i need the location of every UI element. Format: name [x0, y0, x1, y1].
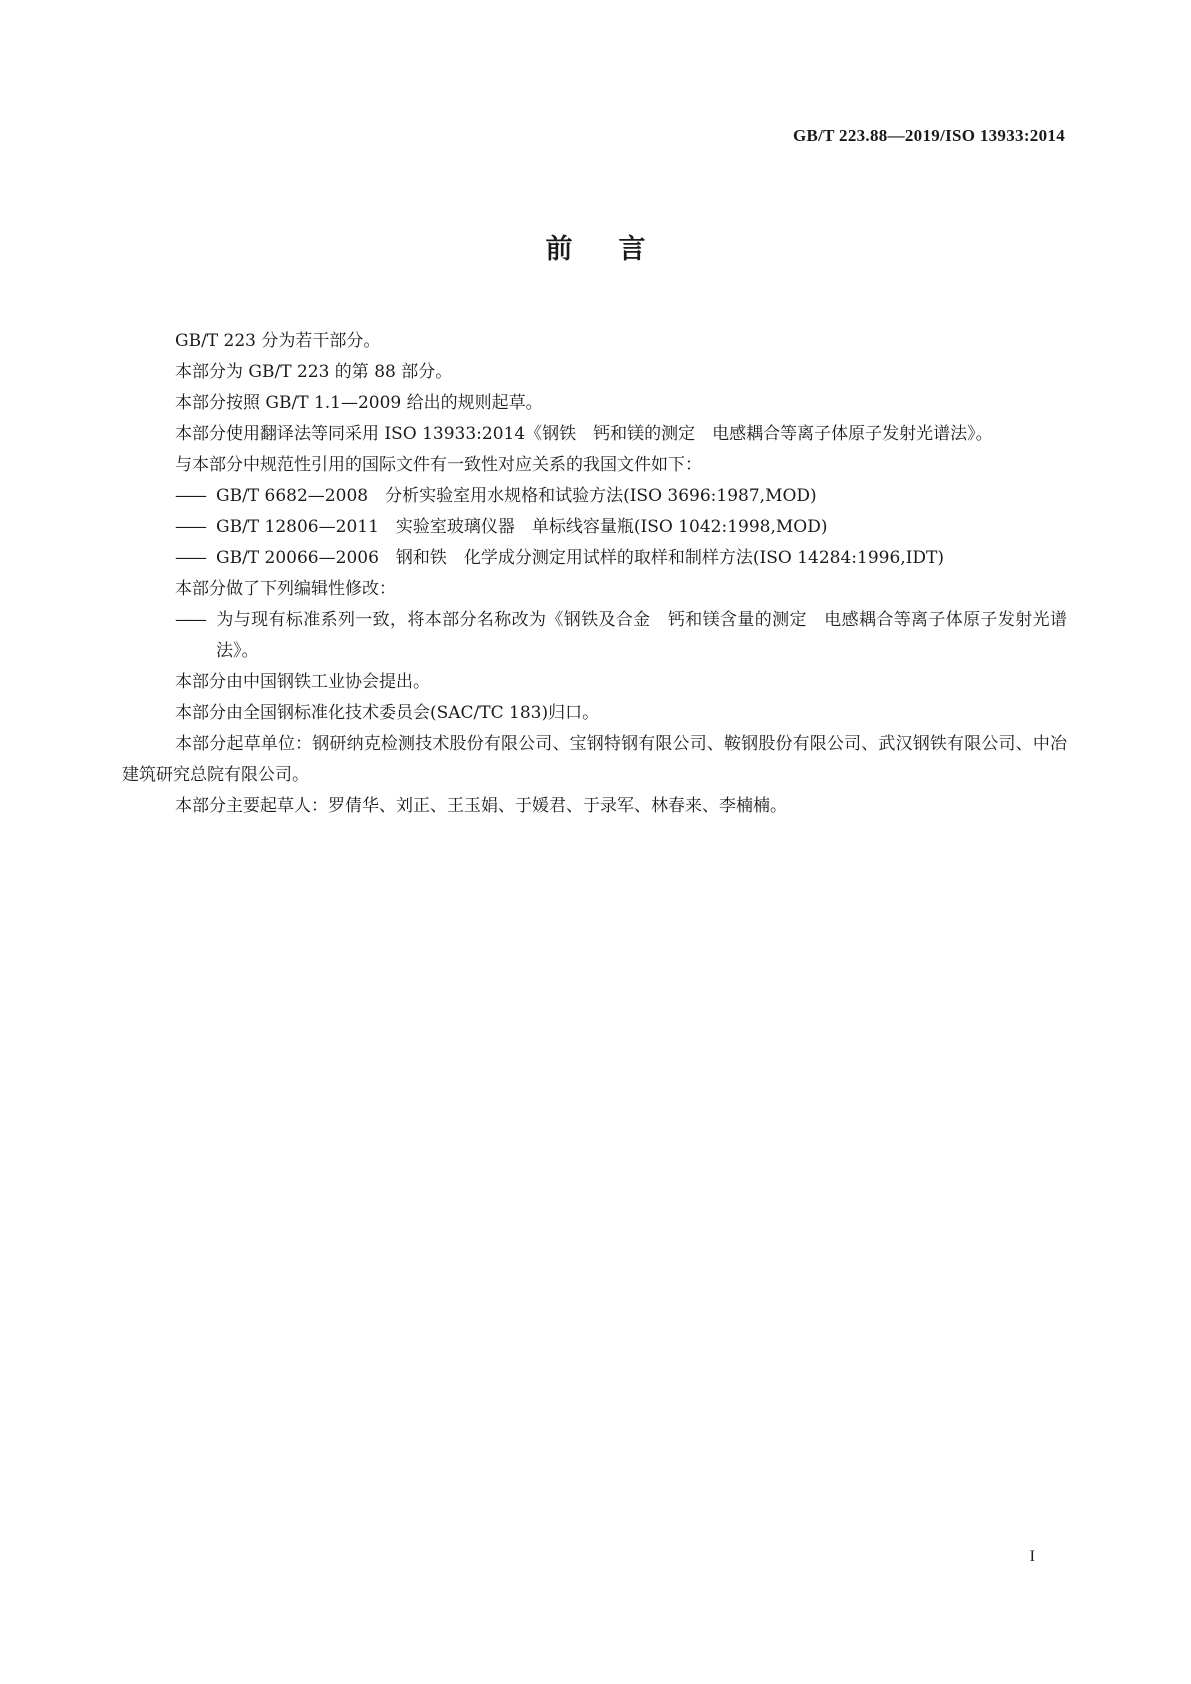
paragraph: 本部分由中国钢铁工业协会提出。	[175, 672, 430, 692]
reference-item	[122, 543, 1067, 574]
dash-marker: ——	[175, 610, 205, 630]
reference-text: GB/T 6682—2008 分析实验室用水规格和试验方法(ISO 3696:1987,MOD)	[216, 486, 817, 506]
standard-code: GB/T 223.88—2019/ISO 13933:2014	[792, 126, 1065, 145]
paragraph: 本部分起草单位：钢研纳克检测技术股份有限公司、宝钢特钢有限公司、鞍钢股份有限公司、武汉钢铁有限公司、中冶建筑研究总院有限公司。	[122, 734, 1067, 785]
paragraph: 本部分按照 GB/T 1.1—2009 给出的规则起草。	[175, 393, 543, 413]
paragraph: 与本部分中规范性引用的国际文件有一致性对应关系的我国文件如下：	[175, 455, 702, 475]
paragraph: 本部分做了下列编辑性修改：	[175, 579, 396, 599]
page-number: I	[1029, 1548, 1035, 1565]
reference-text: GB/T 20066—2006 钢和铁 化学成分测定用试样的取样和制样方法(ISO 14284:1996,IDT)	[216, 548, 945, 568]
edit-text: 为与现有标准系列一致，将本部分名称改为《钢铁及合金 钙和镁含量的测定 电感耦合等离子体原子发射光谱法》。	[216, 610, 1067, 661]
reference-item	[122, 512, 1067, 543]
dash-marker: ——	[175, 548, 205, 568]
dash-marker: ——	[175, 517, 205, 537]
dash-marker: ——	[175, 486, 205, 506]
edit-item	[122, 605, 1067, 667]
paragraph: 本部分主要起草人：罗倩华、刘正、王玉娟、于媛君、于录军、林春来、李楠楠。	[175, 796, 787, 816]
paragraph: 本部分使用翻译法等同采用 ISO 13933:2014《钢铁 钙和镁的测定 电感耦合等离子体原子发射光谱法》。	[175, 424, 993, 444]
paragraph: GB/T 223 分为若干部分。	[175, 331, 381, 351]
paragraph: 本部分由全国钢标准化技术委员会(SAC/TC 183)归口。	[175, 703, 600, 723]
paragraph: 本部分为 GB/T 223 的第 88 部分。	[175, 362, 453, 382]
foreword-body	[122, 326, 1067, 822]
page-title: 前言	[545, 234, 692, 265]
reference-text: GB/T 12806—2011 实验室玻璃仪器 单标线容量瓶(ISO 1042:1998,MOD)	[216, 517, 828, 537]
reference-item	[122, 481, 1067, 512]
